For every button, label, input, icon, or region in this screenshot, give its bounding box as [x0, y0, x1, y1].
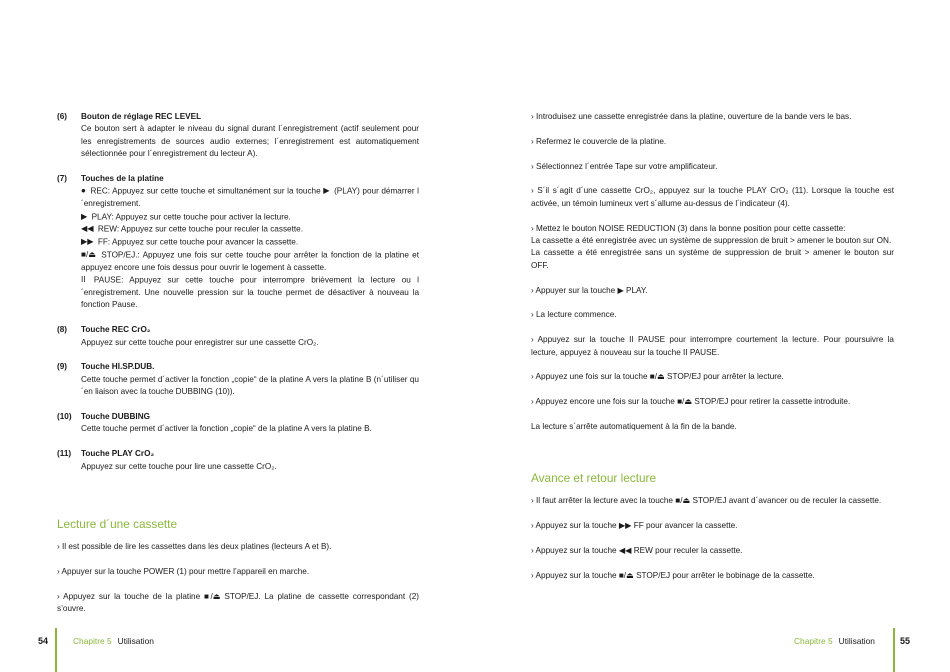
item-text: Ce bouton sert à adapter le niveau du signal durant l´enregistrement (actif seulement pour les enregistrements de sources audio externes; l´enregistrement est automatiquement sélectionnée pour l´enregistrement du lecteur A).	[81, 124, 419, 159]
footer-left	[38, 636, 48, 647]
page-number: 54	[38, 636, 49, 646]
pause-icon: II	[81, 275, 86, 285]
footer-left-label	[73, 636, 154, 647]
paragraph: › Sélectionnez l´entrée Tape sur votre amplificateur.	[531, 161, 718, 171]
item-8	[57, 324, 419, 349]
paragraph: La lecture s´arrête automatiquement à la fin de la bande.	[531, 422, 737, 431]
paragraph: › La lecture commence.	[531, 310, 617, 320]
item-title: Bouton de réglage REC LEVEL	[81, 112, 202, 121]
right-column	[531, 111, 894, 595]
paragraph: › Appuyez sur la touche ▶▶ FF pour avancer la cassette.	[531, 521, 738, 531]
deck-key-pause	[81, 274, 419, 312]
item-text: Cette touche permet d´activer la fonction „copie“ de la platine A vers la platine B (n´utiliser qu´en liaison avec la touche DUBBING (10)).	[81, 374, 419, 397]
deck-key-text: STOP/EJ.: Appuyez une fois sur cette touche pour arrêter la fonction de la platine et appuyez encore une fois dessus pour ouvrir le logement à cassette.	[81, 250, 420, 272]
paragraph: › Appuyez sur la touche II PAUSE pour interrompre courtement la lecture. Pour poursuivre la lecture, appuyez à nouveau sur la touche II PAUSE.	[531, 335, 894, 357]
item-title: Touche HI.SP.DUB.	[81, 362, 155, 372]
paragraph: › Appuyez une fois sur la touche ■/⏏ STOP/EJ pour arrêter la lecture.	[531, 372, 784, 382]
item-title: Touche REC CrO₂	[81, 325, 151, 335]
play-icon: ▶	[323, 186, 330, 196]
section-title: Lecture d´une cassette	[57, 516, 178, 531]
deck-key-rew	[81, 223, 419, 236]
chapter-label: Chapitre 5	[73, 636, 112, 646]
item-7	[57, 173, 419, 312]
item-title: Touche PLAY CrO₂	[81, 449, 155, 459]
page-number: 55	[900, 636, 911, 646]
deck-key-text: REW: Appuyez sur cette touche pour reculer la cassette.	[97, 224, 303, 234]
deck-key-text: PLAY: Appuyez sur cette touche pour activer la lecture.	[91, 211, 291, 221]
section-label: Utilisation	[838, 636, 875, 646]
deck-key-text: REC: Appuyez sur cette touche et simultanément sur la touche	[90, 186, 321, 196]
rewind-icon: ◀◀	[81, 224, 94, 234]
item-11	[57, 448, 419, 473]
paragraph: › Appuyer sur la touche ▶ PLAY.	[531, 285, 648, 295]
paragraph: › S´il s´agit d´une cassette CrO₂, appuyez sur la touche PLAY CrO₂ (11). Lorsque la touche est activée, un témoin lumineux vert s´allume au-dessus de l´indicateur (4).	[531, 186, 894, 208]
deck-key-stop	[81, 249, 419, 274]
paragraph: › Appuyez encore une fois sur la touche ■/⏏ STOP/EJ pour retirer la cassette introduite.	[531, 397, 851, 407]
left-column	[57, 111, 419, 628]
item-9	[57, 361, 419, 398]
deck-key-text: FF: Appuyez sur cette touche pour avancer la cassette.	[97, 237, 299, 247]
paragraph: › Refermez le couvercle de la platine.	[531, 136, 667, 146]
footer-right-label	[794, 636, 875, 647]
chapter-label: Chapitre 5	[794, 636, 833, 646]
paragraph: › Appuyez sur la touche de la platine ■/⏏ STOP/EJ. La platine de cassette correspondant (2) s’ouvre.	[57, 591, 419, 613]
footer-divider-right	[893, 628, 895, 672]
paragraph: › Appuyez sur la touche ◀◀ REW pour reculer la cassette.	[531, 546, 743, 555]
section-title: Avance et retour lecture	[531, 471, 657, 486]
deck-key-ff	[81, 236, 419, 249]
deck-key-play	[81, 211, 419, 224]
paragraph: › Il faut arrêter la lecture avec la touche ■/⏏ STOP/EJ avant d´avancer ou de reculer la cassette.	[531, 496, 882, 506]
item-number: (7)	[57, 174, 68, 184]
item-title: Touche DUBBING	[81, 411, 150, 421]
deck-key-text: (PLAY) pour démarrer l´enregistrement.	[81, 186, 419, 209]
fast-forward-icon: ▶▶	[81, 237, 94, 247]
section-label: Utilisation	[117, 636, 154, 646]
item-text: Appuyez sur cette touche pour lire une cassette CrO₂.	[81, 461, 277, 471]
item-text: Cette touche permet d´activer la fonction „copie“ de la platine A vers la platine B.	[81, 424, 372, 434]
item-text: Appuyez sur cette touche pour enregistrer sur une cassette CrO₂.	[81, 337, 319, 347]
item-number: (6)	[57, 112, 68, 121]
item-10	[57, 411, 419, 436]
stop-eject-icon: ■/⏏	[81, 249, 96, 259]
deck-key-rec	[81, 185, 419, 210]
item-number: (10)	[57, 411, 72, 421]
footer-divider-left	[55, 628, 57, 672]
deck-key-text: PAUSE: Appuyez sur cette touche pour interrompre brièvement la lecture ou l´enregistrement. Une nouvelle pression sur la touche permet de désactiver à nouveau la fonction Pause.	[81, 275, 419, 310]
paragraph: › Mettez le bouton NOISE REDUCTION (3) dans la bonne position pour cette cassette: La cassette a été enregistrée avec un système de suppression de bruit > amener le bouton sur ON. La cassette a été enregistrée sans un système de suppression de bruit > amener le bouton sur OFF.	[531, 223, 894, 270]
paragraph: › Appuyer sur la touche POWER (1) pour mettre l’appareil en marche.	[57, 566, 310, 576]
item-number: (8)	[57, 325, 68, 335]
item-number: (9)	[57, 362, 68, 372]
item-title: Touches de la platine	[81, 174, 164, 184]
paragraph: › Il est possible de lire les cassettes dans les deux platines (lecteurs A et B).	[57, 541, 332, 551]
item-6	[57, 111, 419, 161]
paragraph: › Appuyez sur la touche ■/⏏ STOP/EJ pour arrêter le bobinage de la cassette.	[531, 570, 815, 580]
paragraph: › Introduisez une cassette enregistrée dans la platine, ouverture de la bande vers le bas.	[531, 112, 852, 121]
play-icon: ▶	[81, 211, 88, 221]
footer-right	[900, 636, 910, 647]
record-icon: ●	[81, 186, 86, 196]
item-number: (11)	[57, 449, 72, 459]
